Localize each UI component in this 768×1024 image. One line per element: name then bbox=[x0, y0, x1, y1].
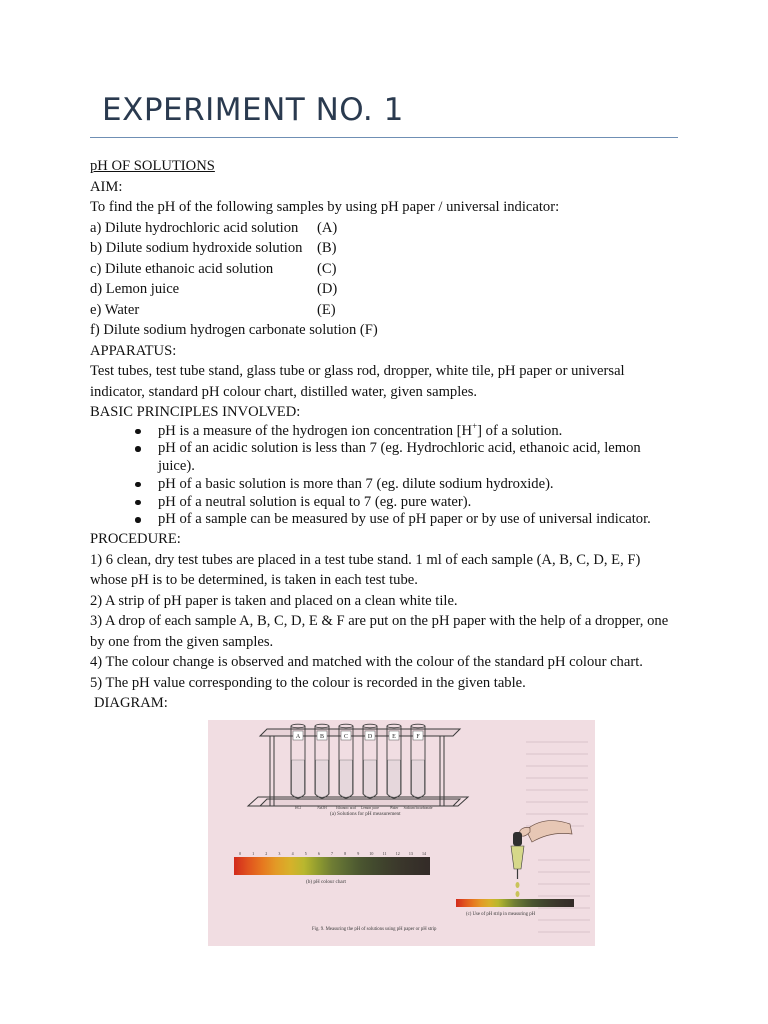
aim-item-label: a) Dilute hydrochloric acid solution bbox=[90, 219, 299, 236]
aim-item-code: (D) bbox=[317, 281, 338, 297]
caption-a: (a) Solutions for pH measurement bbox=[330, 811, 401, 817]
chart-number-label: 6 bbox=[317, 851, 320, 856]
superscript-plus: + bbox=[472, 420, 478, 431]
page-title: EXPERIMENT NO. 1 bbox=[102, 92, 404, 128]
principle-text: pH is a measure of the hydrogen ion concentration [H bbox=[158, 422, 473, 439]
aim-item-label: b) Dilute sodium hydroxide solution bbox=[90, 240, 303, 256]
title-underline-rule bbox=[90, 137, 678, 138]
diagram-figure bbox=[208, 720, 595, 946]
aim-item bbox=[90, 218, 678, 239]
procedure-step: 3) A drop of each sample A, B, C, D, E & F are put on the pH paper with the help of a dropper, one by one from the given samples. bbox=[90, 613, 669, 650]
tube-letter-label: C bbox=[343, 734, 349, 740]
procedure-step: 2) A strip of pH paper is taken and placed on a clean white tile. bbox=[90, 592, 458, 609]
aim-item-f: f) Dilute sodium hydrogen carbonate solution (F) bbox=[90, 322, 378, 338]
aim-heading: AIM: bbox=[90, 178, 123, 195]
chart-number-label: 9 bbox=[357, 851, 360, 856]
tube-letter-label: E bbox=[392, 734, 396, 740]
chart-number-label: 3 bbox=[278, 851, 281, 856]
dropper bbox=[511, 832, 524, 897]
aim-item-label: d) Lemon juice bbox=[90, 281, 180, 297]
aim-item-code: (C) bbox=[317, 260, 337, 277]
chart-number-label: 14 bbox=[422, 851, 426, 856]
chart-number-label: 2 bbox=[265, 851, 268, 856]
aim-intro: To find the pH of the following samples by using pH paper / universal indicator: bbox=[90, 199, 560, 215]
ph-colour-chart bbox=[234, 857, 430, 875]
chart-number-label: 13 bbox=[408, 851, 413, 856]
principle-text: ] of a solution. bbox=[477, 422, 563, 439]
tube-sample-name: Lemon juice bbox=[360, 806, 380, 810]
chart-number-label: 8 bbox=[344, 851, 347, 856]
principle-item: pH of a sample can be measured by use of pH paper or by use of universal indicator. bbox=[158, 511, 678, 529]
procedure-step: 1) 6 clean, dry test tubes are placed in a test tube stand. 1 ml of each sample (A, B, C, D, E, F) whose pH is to be determined, is taken in each test tube. bbox=[90, 551, 641, 589]
principles-heading: BASIC PRINCIPLES INVOLVED: bbox=[90, 404, 301, 420]
principle-item: pH of a neutral solution is equal to 7 (eg. pure water). bbox=[158, 494, 678, 512]
chart-number-label: 11 bbox=[382, 851, 387, 856]
principle-item: pH of a basic solution is more than 7 (eg. dilute sodium hydroxide). bbox=[158, 476, 678, 494]
tube-letter-label: D bbox=[367, 734, 373, 740]
section-title: pH OF SOLUTIONS bbox=[90, 158, 215, 174]
aim-item bbox=[90, 300, 678, 321]
procedure-step: 5) The pH value corresponding to the colour is recorded in the given table. bbox=[90, 674, 526, 691]
principle-item: pH of an acidic solution is less than 7 (eg. Hydrochloric acid, ethanoic acid, lemon juice). bbox=[158, 440, 678, 476]
aim-item bbox=[90, 259, 678, 280]
chart-number-label: 12 bbox=[395, 851, 400, 856]
apparatus-text: Test tubes, test tube stand, glass tube or glass rod, dropper, white tile, pH paper or universal indicator, standard pH colour chart, distilled water, given samples. bbox=[90, 363, 625, 400]
chart-number-label: 7 bbox=[331, 851, 333, 856]
tube-sample-name: HCl bbox=[295, 806, 301, 810]
aim-item-code: (E) bbox=[317, 301, 336, 318]
principle-item bbox=[158, 420, 678, 441]
aim-item-code: (B) bbox=[317, 240, 337, 256]
diagram-heading: DIAGRAM: bbox=[94, 695, 168, 712]
test-tube-stand bbox=[248, 729, 468, 806]
chart-number-label: 1 bbox=[252, 851, 255, 856]
tube-sample-name: Sodium bicarbonate bbox=[403, 806, 433, 810]
tube-letter-label: F bbox=[416, 734, 420, 740]
caption-c: (c) Use of pH strip in measuring pH bbox=[466, 912, 536, 917]
diagram-svg bbox=[208, 720, 595, 946]
aim-item-label: e) Water bbox=[90, 301, 140, 318]
document-body bbox=[90, 156, 678, 714]
dropper-hand bbox=[520, 821, 572, 842]
chart-number-label: 10 bbox=[369, 851, 374, 856]
tube-sample-name: Water bbox=[389, 806, 399, 810]
aim-item-label: c) Dilute ethanoic acid solution bbox=[90, 260, 274, 277]
chart-number-label: 0 bbox=[239, 851, 241, 856]
tube-sample-name: Ethanoic acid bbox=[336, 806, 356, 810]
aim-item bbox=[90, 238, 678, 259]
tube-letter-label: B bbox=[319, 734, 325, 740]
procedure-step: 4) The colour change is observed and matched with the colour of the standard pH colour chart. bbox=[90, 654, 643, 671]
aim-item-code: (A) bbox=[317, 219, 338, 236]
caption-b: (b) pH colour chart bbox=[306, 879, 346, 885]
chart-number-label: 4 bbox=[291, 851, 294, 856]
aim-item bbox=[90, 279, 678, 300]
figure-caption: Fig. 9. Measuring the pH of solutions using pH paper or pH strip bbox=[312, 927, 437, 932]
ph-strip bbox=[456, 899, 574, 907]
chart-number-label: 5 bbox=[304, 851, 307, 856]
procedure-heading: PROCEDURE: bbox=[90, 531, 181, 548]
principles-list bbox=[90, 420, 678, 530]
tube-sample-name: NaOH bbox=[317, 806, 327, 810]
apparatus-heading: APPARATUS: bbox=[90, 342, 177, 359]
chart-numbers bbox=[239, 851, 426, 856]
tube-letter-label: A bbox=[295, 734, 301, 740]
